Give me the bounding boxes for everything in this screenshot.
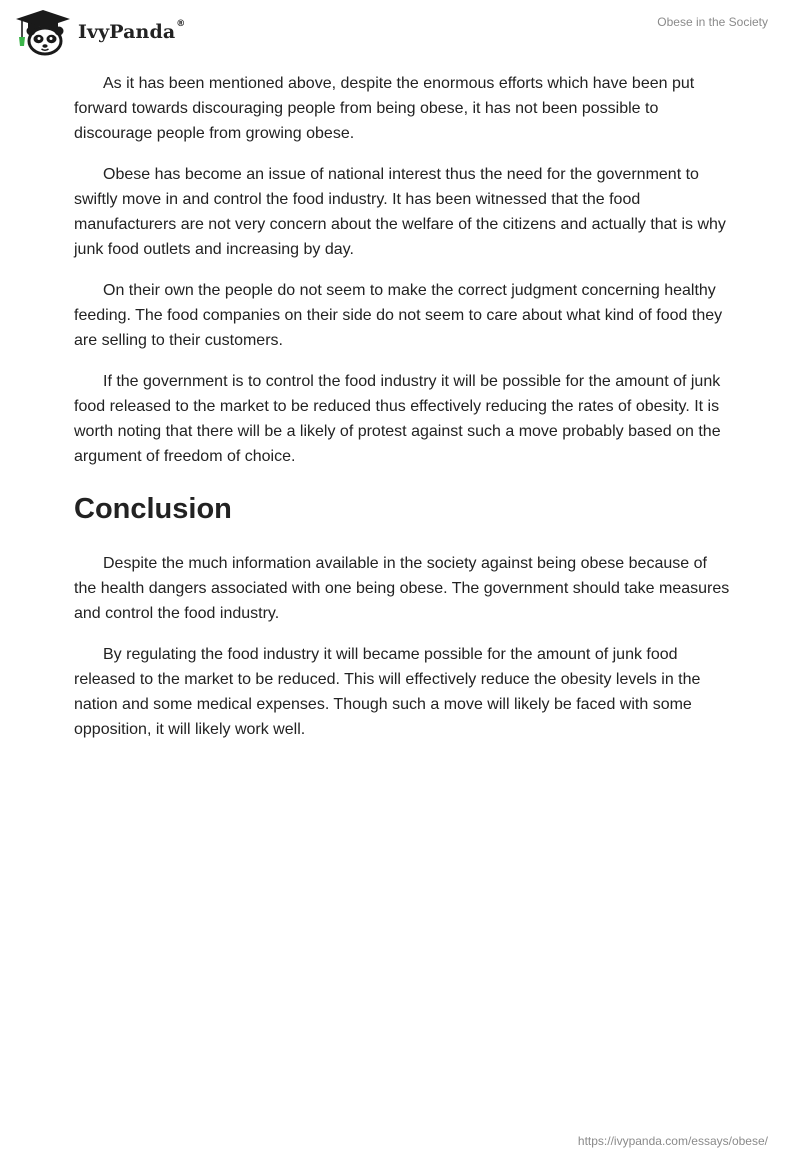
essay-content (74, 71, 730, 758)
paragraph: By regulating the food industry it will became possible for the amount of junk food released to the market to be reduced. This will effectively reduce the obesity levels in the nation and some medical expenses. Though such a move will likely be faced with some opposition, it will likely work well. (74, 646, 701, 738)
brand-name: IvyPanda® (78, 19, 186, 43)
page-header (0, 0, 800, 64)
paragraph: If the government is to control the food industry it will be possible for the amount of junk food released to the market to be reduced thus effectively reducing the rates of obesity. It is worth noting that there will be a likely of protest against such a move probably based on the argument of freedom of choice. (74, 373, 721, 465)
paragraph: On their own the people do not seem to make the correct judgment concerning healthy feeding. The food companies on their side do not seem to care about what kind of food they are selling to their customers. (74, 282, 723, 349)
brand-logo[interactable] (14, 8, 185, 56)
conclusion-heading: Conclusion (74, 493, 232, 525)
document-title: Obese in the Society (657, 15, 768, 29)
paragraph: Despite the much information available in the society against being obese because of the health dangers associated with one being obese. The government should take measures and control the food industry. (74, 555, 730, 622)
registered-mark: ® (176, 19, 186, 29)
paragraph: As it has been mentioned above, despite the enormous efforts which have been put forward towards discouraging people from being obese, it has not been possible to discourage people from growing obese. (74, 75, 695, 142)
paragraph: Obese has become an issue of national interest thus the need for the government to swiftly move in and control the food industry. It has been witnessed that the food manufacturers are not very concern about the welfare of the citizens and actually that is why junk food outlets and increasing by day. (74, 166, 726, 258)
footer-url-link[interactable]: https://ivypanda.com/essays/obese/ (577, 1134, 768, 1148)
panda-graduate-icon (14, 8, 72, 56)
